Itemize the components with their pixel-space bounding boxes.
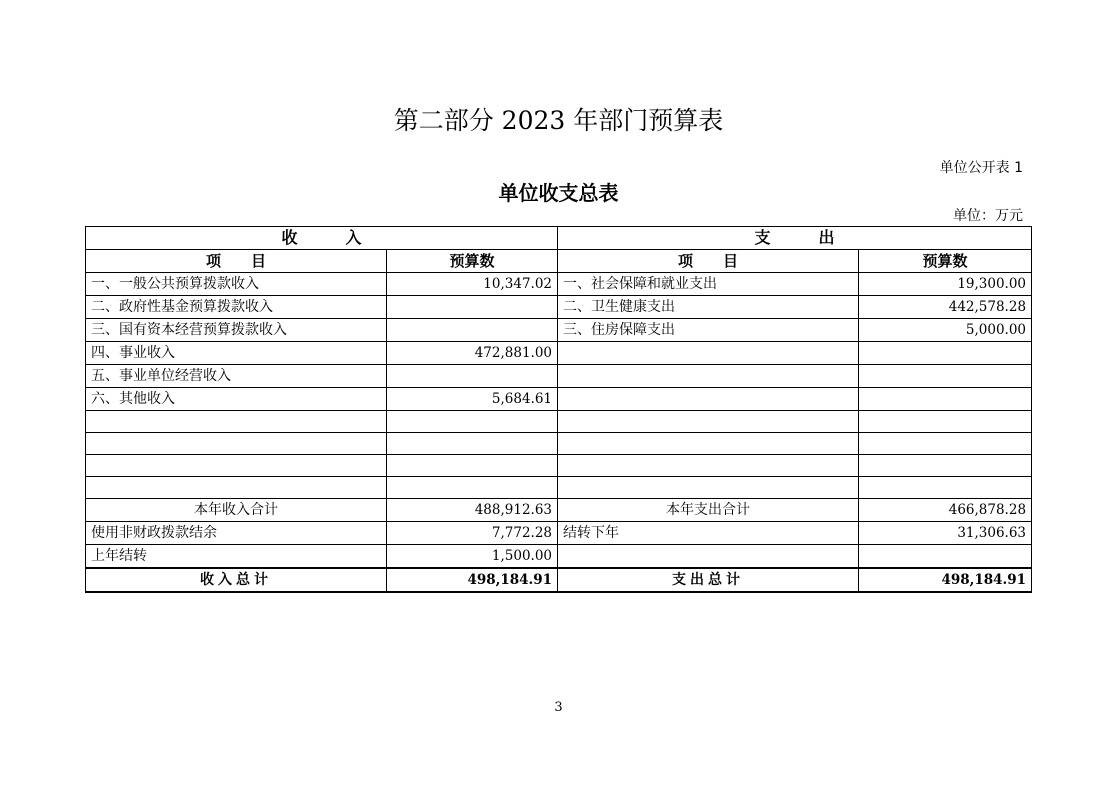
expense-item: 二、卫生健康支出 [558, 296, 859, 319]
income-item-header: 项 目 [86, 250, 387, 273]
table-row [86, 545, 1032, 569]
income-amount: 472,881.00 [387, 342, 558, 365]
table-row [86, 319, 1032, 342]
income-total-amount: 498,184.91 [387, 568, 558, 592]
income-item: 三、国有资本经营预算拨款收入 [86, 319, 387, 342]
income-item: 四、事业收入 [86, 342, 387, 365]
income-item: 一、一般公共预算拨款收入 [86, 273, 387, 296]
income-amount [387, 411, 558, 433]
column-header-row [86, 250, 1032, 273]
expense-amount: 19,300.00 [859, 273, 1032, 296]
table-subtitle: 单位收支总表 [498, 181, 619, 205]
expense-item [558, 477, 859, 499]
page-title: 第二部分 2023 年部门预算表 [393, 106, 724, 135]
expense-budget-header: 预算数 [859, 250, 1032, 273]
expense-item [558, 365, 859, 388]
expense-item [558, 433, 859, 455]
table-row [86, 477, 1032, 499]
expense-item [558, 388, 859, 411]
income-amount [387, 433, 558, 455]
income-amount [387, 365, 558, 388]
table-row [86, 342, 1032, 365]
expense-item: 结转下年 [558, 522, 859, 545]
income-item: 五、事业单位经营收入 [86, 365, 387, 388]
expense-amount [859, 545, 1032, 569]
table-row [86, 388, 1032, 411]
expense-amount [859, 365, 1032, 388]
expense-item [558, 342, 859, 365]
income-amount: 1,500.00 [387, 545, 558, 569]
expense-amount [859, 477, 1032, 499]
income-item [86, 477, 387, 499]
expense-section-header: 支 出 [558, 227, 1032, 250]
expense-amount [859, 342, 1032, 365]
expense-subtotal-label: 本年支出合计 [558, 499, 859, 522]
expense-item [558, 455, 859, 477]
income-item: 上年结转 [86, 545, 387, 569]
table-row [86, 411, 1032, 433]
expense-amount: 442,578.28 [859, 296, 1032, 319]
expense-amount: 31,306.63 [859, 522, 1032, 545]
income-item: 二、政府性基金预算拨款收入 [86, 296, 387, 319]
subtotal-row [86, 499, 1032, 522]
budget-summary-table [85, 226, 1032, 593]
grand-total-row [86, 568, 1032, 592]
expense-item: 一、社会保障和就业支出 [558, 273, 859, 296]
expense-amount [859, 411, 1032, 433]
table-id-label: 单位公开表 1 [939, 160, 1023, 176]
income-total-label: 收入总计 [86, 568, 387, 592]
income-amount: 7,772.28 [387, 522, 558, 545]
income-amount [387, 455, 558, 477]
unit-label: 单位：万元 [953, 208, 1023, 224]
table-row [86, 522, 1032, 545]
expense-amount [859, 388, 1032, 411]
expense-total-amount: 498,184.91 [859, 568, 1032, 592]
income-subtotal-label: 本年收入合计 [86, 499, 387, 522]
income-amount: 5,684.61 [387, 388, 558, 411]
expense-amount: 5,000.00 [859, 319, 1032, 342]
table-row [86, 273, 1032, 296]
expense-subtotal-amount: 466,878.28 [859, 499, 1032, 522]
expense-item [558, 411, 859, 433]
income-amount [387, 319, 558, 342]
income-section-header: 收 入 [86, 227, 558, 250]
income-amount: 10,347.02 [387, 273, 558, 296]
expense-amount [859, 455, 1032, 477]
expense-item-header: 项 目 [558, 250, 859, 273]
table-row [86, 433, 1032, 455]
income-item [86, 411, 387, 433]
income-item: 使用非财政拨款结余 [86, 522, 387, 545]
expense-amount [859, 433, 1032, 455]
income-amount [387, 296, 558, 319]
table-row [86, 455, 1032, 477]
table-row [86, 365, 1032, 388]
expense-item: 三、住房保障支出 [558, 319, 859, 342]
income-budget-header: 预算数 [387, 250, 558, 273]
expense-item [558, 545, 859, 569]
page-number: 3 [554, 700, 563, 715]
section-header-row [86, 227, 1032, 250]
income-item: 六、其他收入 [86, 388, 387, 411]
income-item [86, 455, 387, 477]
income-amount [387, 477, 558, 499]
table-row [86, 296, 1032, 319]
expense-total-label: 支出总计 [558, 568, 859, 592]
income-subtotal-amount: 488,912.63 [387, 499, 558, 522]
income-item [86, 433, 387, 455]
